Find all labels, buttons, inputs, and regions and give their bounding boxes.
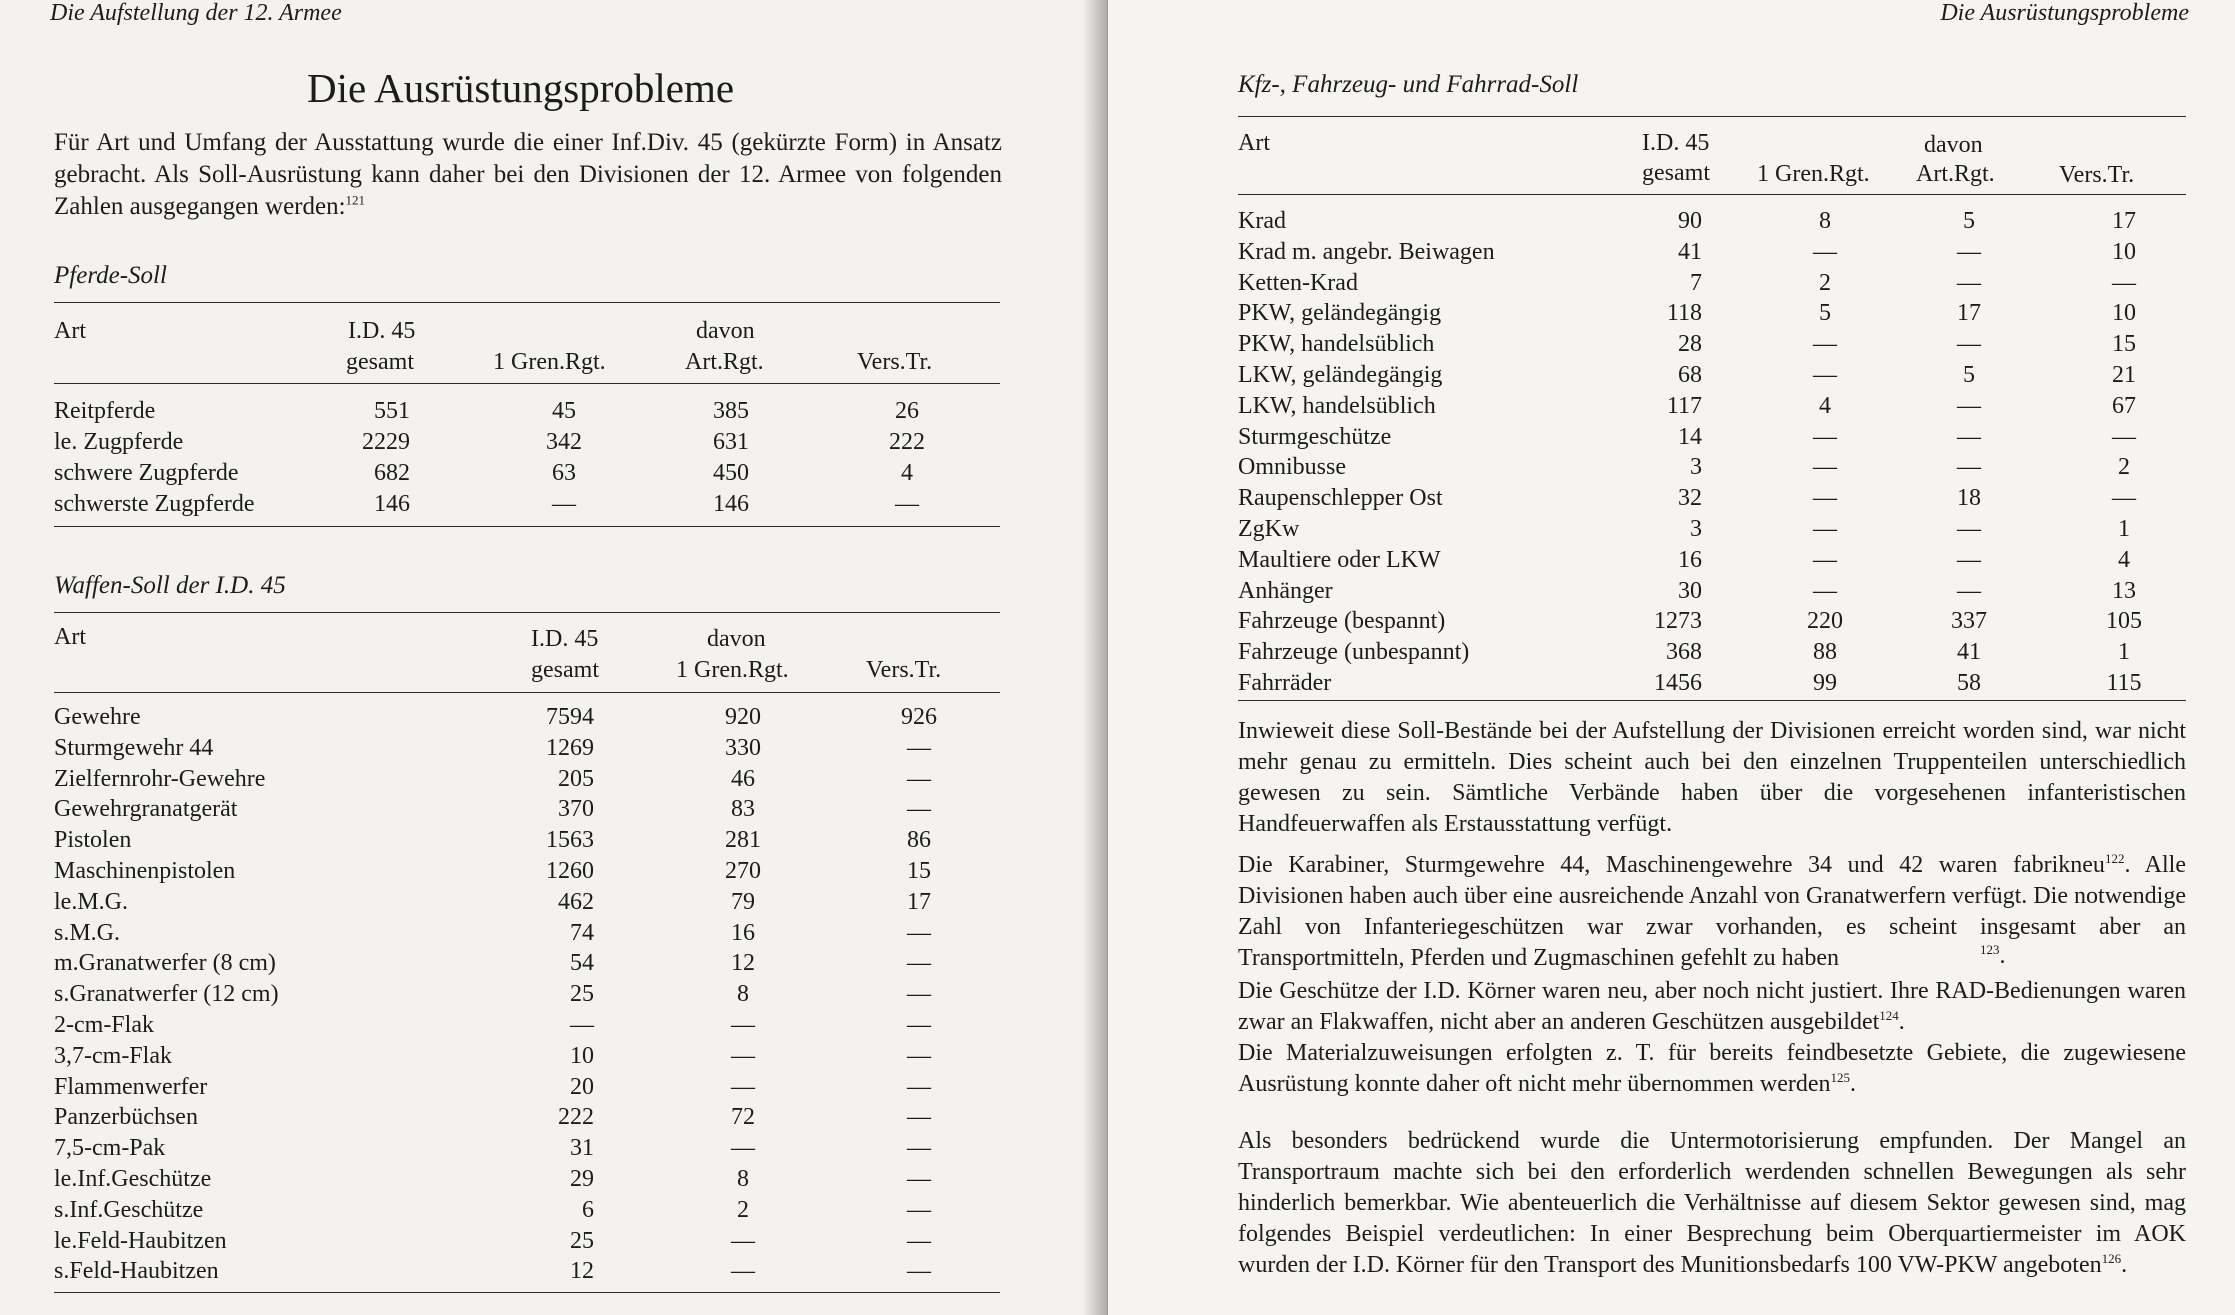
running-head-right: Die Ausrüstungsprobleme [1940,0,2189,26]
cell-vers-tr: — [907,1166,931,1192]
cell-vers-tr: — [907,796,931,823]
cell-gren-rgt: — [1813,331,1837,358]
cell-gren-rgt: 330 [725,734,761,761]
row-label: ZgKw [1238,516,1300,542]
cell-art-rgt: — [1957,423,1981,450]
cell-gren-rgt: 46 [731,765,755,792]
cell-vers-tr: 2 [2118,454,2130,481]
cell-gren-rgt: — [731,1258,755,1285]
cell-vers-tr: 115 [2106,670,2142,696]
table-rule [54,383,1000,384]
footnote-ref: 121 [345,192,366,208]
table-rule [1238,700,2186,701]
cell-vers-tr: — [907,1258,931,1285]
cell-total: 1260 [546,858,594,884]
body-paragraph [1238,1038,2186,1100]
cell-gren-rgt: 45 [552,398,576,424]
cell-gren-rgt: 281 [725,827,761,854]
cell-art-rgt: 146 [713,491,749,517]
cell-vers-tr: — [907,1042,931,1069]
cell-vers-tr: 222 [889,429,925,455]
paragraph-tail: . [1999,943,2006,969]
cell-vers-tr: 15 [907,858,931,884]
cell-total: 10 [570,1042,594,1069]
row-label: 2-cm-Flak [54,1012,154,1038]
cell-gren-rgt: — [1813,577,1837,604]
cell-vers-tr: 17 [2112,208,2136,234]
column-header: 1 Gren.Rgt. [493,349,606,375]
cell-gren-rgt: 342 [546,429,582,455]
row-label: Anhänger [1238,577,1333,604]
footnote-ref: 126 [2101,1251,2122,1266]
table-rule [1238,116,2186,117]
row-label: s.M.G. [54,919,121,946]
cell-gren-rgt: 8 [737,1166,749,1192]
cell-gren-rgt: — [1813,238,1837,265]
column-header: davon [1924,132,1983,158]
column-header: I.D. 45 [1642,130,1710,156]
cell-gren-rgt: 99 [1813,670,1837,696]
row-label: PKW, handelsüblich [1238,331,1435,358]
cell-art-rgt: 385 [713,398,749,424]
cell-gren-rgt: 83 [731,796,755,823]
cell-vers-tr: — [907,1196,931,1223]
cell-total: 31 [570,1135,594,1162]
column-header: Vers.Tr. [866,657,942,683]
left-page [0,0,1108,1315]
cell-gren-rgt: — [552,491,576,517]
row-label: Raupenschlepper Ost [1238,485,1443,512]
cell-total: 551 [374,398,410,424]
cell-vers-tr: — [907,1227,931,1254]
column-header: I.D. 45 [348,318,416,344]
cell-total: 7 [1690,269,1702,296]
column-header: gesamt [346,349,414,375]
running-head-left: Die Aufstellung der 12. Armee [50,0,342,26]
cell-total: 3 [1690,454,1702,481]
cell-art-rgt: — [1957,516,1981,542]
cell-total: 74 [570,919,594,946]
column-header: Vers.Tr. [857,349,933,375]
cell-vers-tr: 105 [2106,608,2142,635]
row-label: Maultiere oder LKW [1238,546,1441,573]
cell-total: 90 [1678,208,1702,234]
cell-vers-tr: 15 [2112,331,2136,358]
cell-vers-tr: 1 [2118,639,2130,666]
cell-total: 1563 [546,827,594,854]
cell-total: 29 [570,1166,594,1192]
cell-vers-tr: 86 [907,827,931,854]
body-paragraph [1980,941,2020,972]
cell-vers-tr: 1 [2118,516,2130,542]
cell-vers-tr: 13 [2112,577,2136,604]
row-label: le.Feld-Haubitzen [54,1227,227,1254]
cell-total: 462 [558,888,594,915]
cell-total: 1269 [546,734,594,761]
cell-total: 12 [570,1258,594,1285]
column-header: Art [54,318,86,344]
row-label: Fahrzeuge (bespannt) [1238,608,1446,635]
row-label: PKW, geländegängig [1238,300,1442,327]
cell-art-rgt: 41 [1957,639,1981,666]
cell-gren-rgt: 2 [1819,269,1831,296]
column-header: gesamt [531,657,599,683]
row-label: Krad m. angebr. Beiwagen [1238,238,1495,265]
cell-art-rgt: — [1957,392,1981,419]
body-paragraph [1238,850,2186,974]
cell-total: 370 [558,796,594,823]
cell-art-rgt: — [1957,546,1981,573]
cell-vers-tr: 10 [2112,300,2136,327]
footnote-ref: 125 [1830,1070,1851,1085]
paragraph-text: Inwieweit diese Soll-Bestände bei der Aufstellung der Divisionen erreicht worden sind, war nicht mehr genau zu ermitteln. Dies scheint auch bei den einzelnen Truppenteilen unterschiedlich gewesen zu sein. Sämtliche Verbände haben über die vorgesehenen infanteristischen Handfeuerwaffen als Erstausstattung verfügt. [1238,718,2186,837]
column-header: Art.Rgt. [1916,161,1995,187]
cell-gren-rgt: 72 [731,1104,755,1131]
row-label: Gewehrgranatgerät [54,796,238,823]
row-label: schwerste Zugpferde [54,491,255,517]
cell-total: 368 [1666,639,1702,666]
row-label: LKW, geländegängig [1238,362,1443,388]
right-page [1108,0,2235,1315]
row-label: le.Inf.Geschütze [54,1166,212,1192]
body-paragraph [1238,1126,2186,1281]
cell-vers-tr: — [895,491,919,517]
cell-art-rgt: — [1957,269,1981,296]
cell-vers-tr: 4 [901,460,913,486]
cell-vers-tr: — [2112,485,2136,512]
footnote-ref: 124 [1879,1008,1899,1023]
cell-vers-tr: — [907,1135,931,1162]
cell-total: 16 [1678,546,1702,573]
weapons-table-title: Waffen-Soll der I.D. 45 [54,572,286,599]
cell-vers-tr: — [907,1012,931,1038]
column-header: 1 Gren.Rgt. [676,657,789,683]
cell-gren-rgt: 270 [725,858,761,884]
column-header: Art.Rgt. [685,349,764,375]
row-label: Sturmgewehr 44 [54,734,214,761]
cell-vers-tr: — [2112,423,2136,450]
cell-vers-tr: 26 [895,398,919,424]
row-label: Ketten-Krad [1238,269,1358,296]
cell-vers-tr: — [907,981,931,1008]
table-rule [54,526,1000,527]
row-label: Reitpferde [54,398,156,424]
cell-total: 14 [1678,423,1702,450]
cell-total: 7594 [546,704,594,730]
cell-total: 25 [570,981,594,1008]
cell-gren-rgt: — [731,1135,755,1162]
row-label: Sturmgeschütze [1238,423,1392,450]
cell-gren-rgt: — [1813,423,1837,450]
cell-gren-rgt: — [1813,485,1837,512]
cell-gren-rgt: 63 [552,460,576,486]
cell-total: 41 [1678,238,1702,265]
cell-gren-rgt: — [1813,454,1837,481]
cell-total: 117 [1666,392,1702,419]
cell-total: 682 [374,460,410,486]
column-header: 1 Gren.Rgt. [1757,161,1870,187]
paragraph-tail: . [1898,1009,1905,1035]
cell-total: 20 [570,1073,594,1100]
horses-table-title: Pferde-Soll [54,262,167,289]
paragraph-text: Die Geschütze der I.D. Körner waren neu, aber noch nicht justiert. Ihre RAD-Bedienungen waren zwar an Flakwaffen, nicht aber an anderen Geschützen ausgebildet [1238,978,2186,1035]
cell-art-rgt: 631 [713,429,749,455]
row-label: Fahrräder [1238,670,1332,696]
cell-gren-rgt: 5 [1819,300,1831,327]
cell-gren-rgt: — [1813,546,1837,573]
paragraph-text: Die Materialzuweisungen erfolgten z. T. für bereits feindbesetzte Gebiete, die zugewiesene Ausrüstung konnte daher oft nicht mehr übernommen werden [1238,1040,2186,1097]
footnote-ref: 123 [1980,942,2000,957]
cell-vers-tr: 926 [901,704,937,730]
cell-art-rgt: 337 [1951,608,1987,635]
paragraph-tail: . [1850,1071,1857,1097]
row-label: Krad [1238,208,1286,234]
cell-total: 118 [1666,300,1702,327]
cell-total: 6 [582,1196,594,1223]
cell-art-rgt: 5 [1963,362,1975,388]
row-label: Gewehre [54,704,141,730]
cell-gren-rgt: — [731,1073,755,1100]
row-label: Flammenwerfer [54,1073,208,1100]
cell-total: 146 [374,491,410,517]
column-header: davon [707,626,766,652]
paragraph-text: Die Karabiner, Sturmgewehre 44, Maschinengewehre 34 und 42 waren fabrikneu [1238,852,2105,878]
cell-vers-tr: — [2112,269,2136,296]
cell-vers-tr: — [907,734,931,761]
cell-gren-rgt: 220 [1807,608,1843,635]
cell-gren-rgt: 8 [737,981,749,1008]
footnote-ref: 122 [2104,851,2125,866]
cell-vers-tr: 4 [2118,546,2130,573]
cell-gren-rgt: — [1813,516,1837,542]
column-header: Vers.Tr. [2059,162,2135,188]
cell-total: 3 [1690,516,1702,542]
row-label: Panzerbüchsen [54,1104,198,1131]
body-paragraph [1238,716,2186,840]
cell-total: 1456 [1654,670,1702,696]
row-label: 3,7-cm-Flak [54,1042,172,1069]
row-label: Pistolen [54,827,132,854]
cell-gren-rgt: 12 [731,950,755,977]
table-rule [1238,194,2186,195]
cell-vers-tr: 67 [2112,392,2136,419]
cell-art-rgt: — [1957,454,1981,481]
cell-gren-rgt: 4 [1819,392,1831,419]
table-rule [54,692,1000,693]
column-header: I.D. 45 [531,626,599,652]
cell-art-rgt: 450 [713,460,749,486]
cell-vers-tr: 10 [2112,238,2136,265]
chapter-title: Die Ausrüstungsprobleme [307,65,735,111]
cell-vers-tr: 21 [2112,362,2136,388]
paragraph-tail: . [2121,1252,2128,1278]
row-label: m.Granatwerfer (8 cm) [54,950,276,977]
row-label: 7,5-cm-Pak [54,1135,166,1162]
cell-art-rgt: 58 [1957,670,1981,696]
cell-gren-rgt: 79 [731,888,755,915]
cell-art-rgt: — [1957,577,1981,604]
cell-gren-rgt: 8 [1819,208,1831,234]
cell-gren-rgt: 88 [1813,639,1837,666]
column-header: gesamt [1642,160,1710,186]
cell-art-rgt: — [1957,238,1981,265]
row-label: Omnibusse [1238,454,1346,481]
row-label: LKW, handelsüblich [1238,392,1436,419]
cell-art-rgt: 5 [1963,208,1975,234]
cell-gren-rgt: 2 [737,1196,749,1223]
table-rule [54,1292,1000,1293]
paragraph-text: Als besonders bedrückend wurde die Untermotorisierung empfunden. Der Mangel an Transportraum machte sich bei den erforderlich werdenden schnellen Bewegungen als sehr hinderlich bemerkbar. Wie abenteuerlich die Verhältnisse auf diesem Sektor gewesen sind, mag folgendes Beispiel verdeutlichen: In einer Besprechung beim Oberquartiermeister im AOK wurden der I.D. Körner für den Transport des Munitionsbedarfs 100 VW-PKW angeboten [1238,1128,2186,1278]
column-header: davon [696,318,755,344]
row-label: s.Feld-Haubitzen [54,1258,219,1285]
cell-total: 25 [570,1227,594,1254]
row-label: le. Zugpferde [54,429,184,455]
cell-vers-tr: — [907,919,931,946]
cell-gren-rgt: 16 [731,919,755,946]
table-rule [54,302,1000,303]
cell-vers-tr: — [907,765,931,792]
row-label: Maschinenpistolen [54,858,236,884]
cell-total: 1273 [1654,608,1702,635]
paragraph-tail: . Alle Divisionen haben auch über eine ausreichende Anzahl von Granatwerfern verfügt. Die notwendige Zahl von Infanteriegeschützen war zwar vorhanden, es scheint insgesamt aber an Transportmitteln, Pferden und Zugmaschinen gefehlt zu haben [1238,852,2187,971]
cell-gren-rgt: 920 [725,704,761,730]
cell-gren-rgt: — [731,1012,755,1038]
column-header: Art [54,624,86,650]
cell-vers-tr: 17 [907,888,931,915]
table-rule [54,612,1000,613]
row-label: s.Inf.Geschütze [54,1196,204,1223]
row-label: s.Granatwerfer (12 cm) [54,981,279,1008]
body-paragraph [1238,976,2186,1038]
cell-gren-rgt: — [1813,362,1837,388]
cell-art-rgt: 17 [1957,300,1981,327]
cell-total: — [570,1012,594,1038]
cell-vers-tr: — [907,1104,931,1131]
column-header: Art [1238,130,1270,156]
intro-paragraph [54,127,1002,223]
cell-total: 205 [558,765,594,792]
cell-art-rgt: 18 [1957,485,1981,512]
row-label: Fahrzeuge (unbespannt) [1238,639,1470,666]
cell-gren-rgt: — [731,1042,755,1069]
cell-total: 32 [1678,485,1702,512]
row-label: le.M.G. [54,888,128,915]
cell-vers-tr: — [907,1073,931,1100]
cell-total: 2229 [362,429,410,455]
cell-vers-tr: — [907,950,931,977]
cell-gren-rgt: — [731,1227,755,1254]
row-label: Zielfernrohr-Gewehre [54,765,266,792]
cell-art-rgt: — [1957,331,1981,358]
cell-total: 30 [1678,577,1702,604]
intro-text: Für Art und Umfang der Ausstattung wurde die einer Inf.Div. 45 (gekürzte Form) in Ansatz gebracht. Als Soll-Ausrüstung kann daher bei den Divisionen der 12. Armee von folgenden Zahlen ausgegangen werden: [54,129,1002,220]
vehicles-table-title: Kfz-, Fahrzeug- und Fahrrad-Soll [1238,71,1579,98]
row-label: schwere Zugpferde [54,460,239,486]
cell-total: 54 [570,950,594,977]
cell-total: 222 [558,1104,594,1131]
cell-total: 68 [1678,362,1702,388]
cell-total: 28 [1678,331,1702,358]
